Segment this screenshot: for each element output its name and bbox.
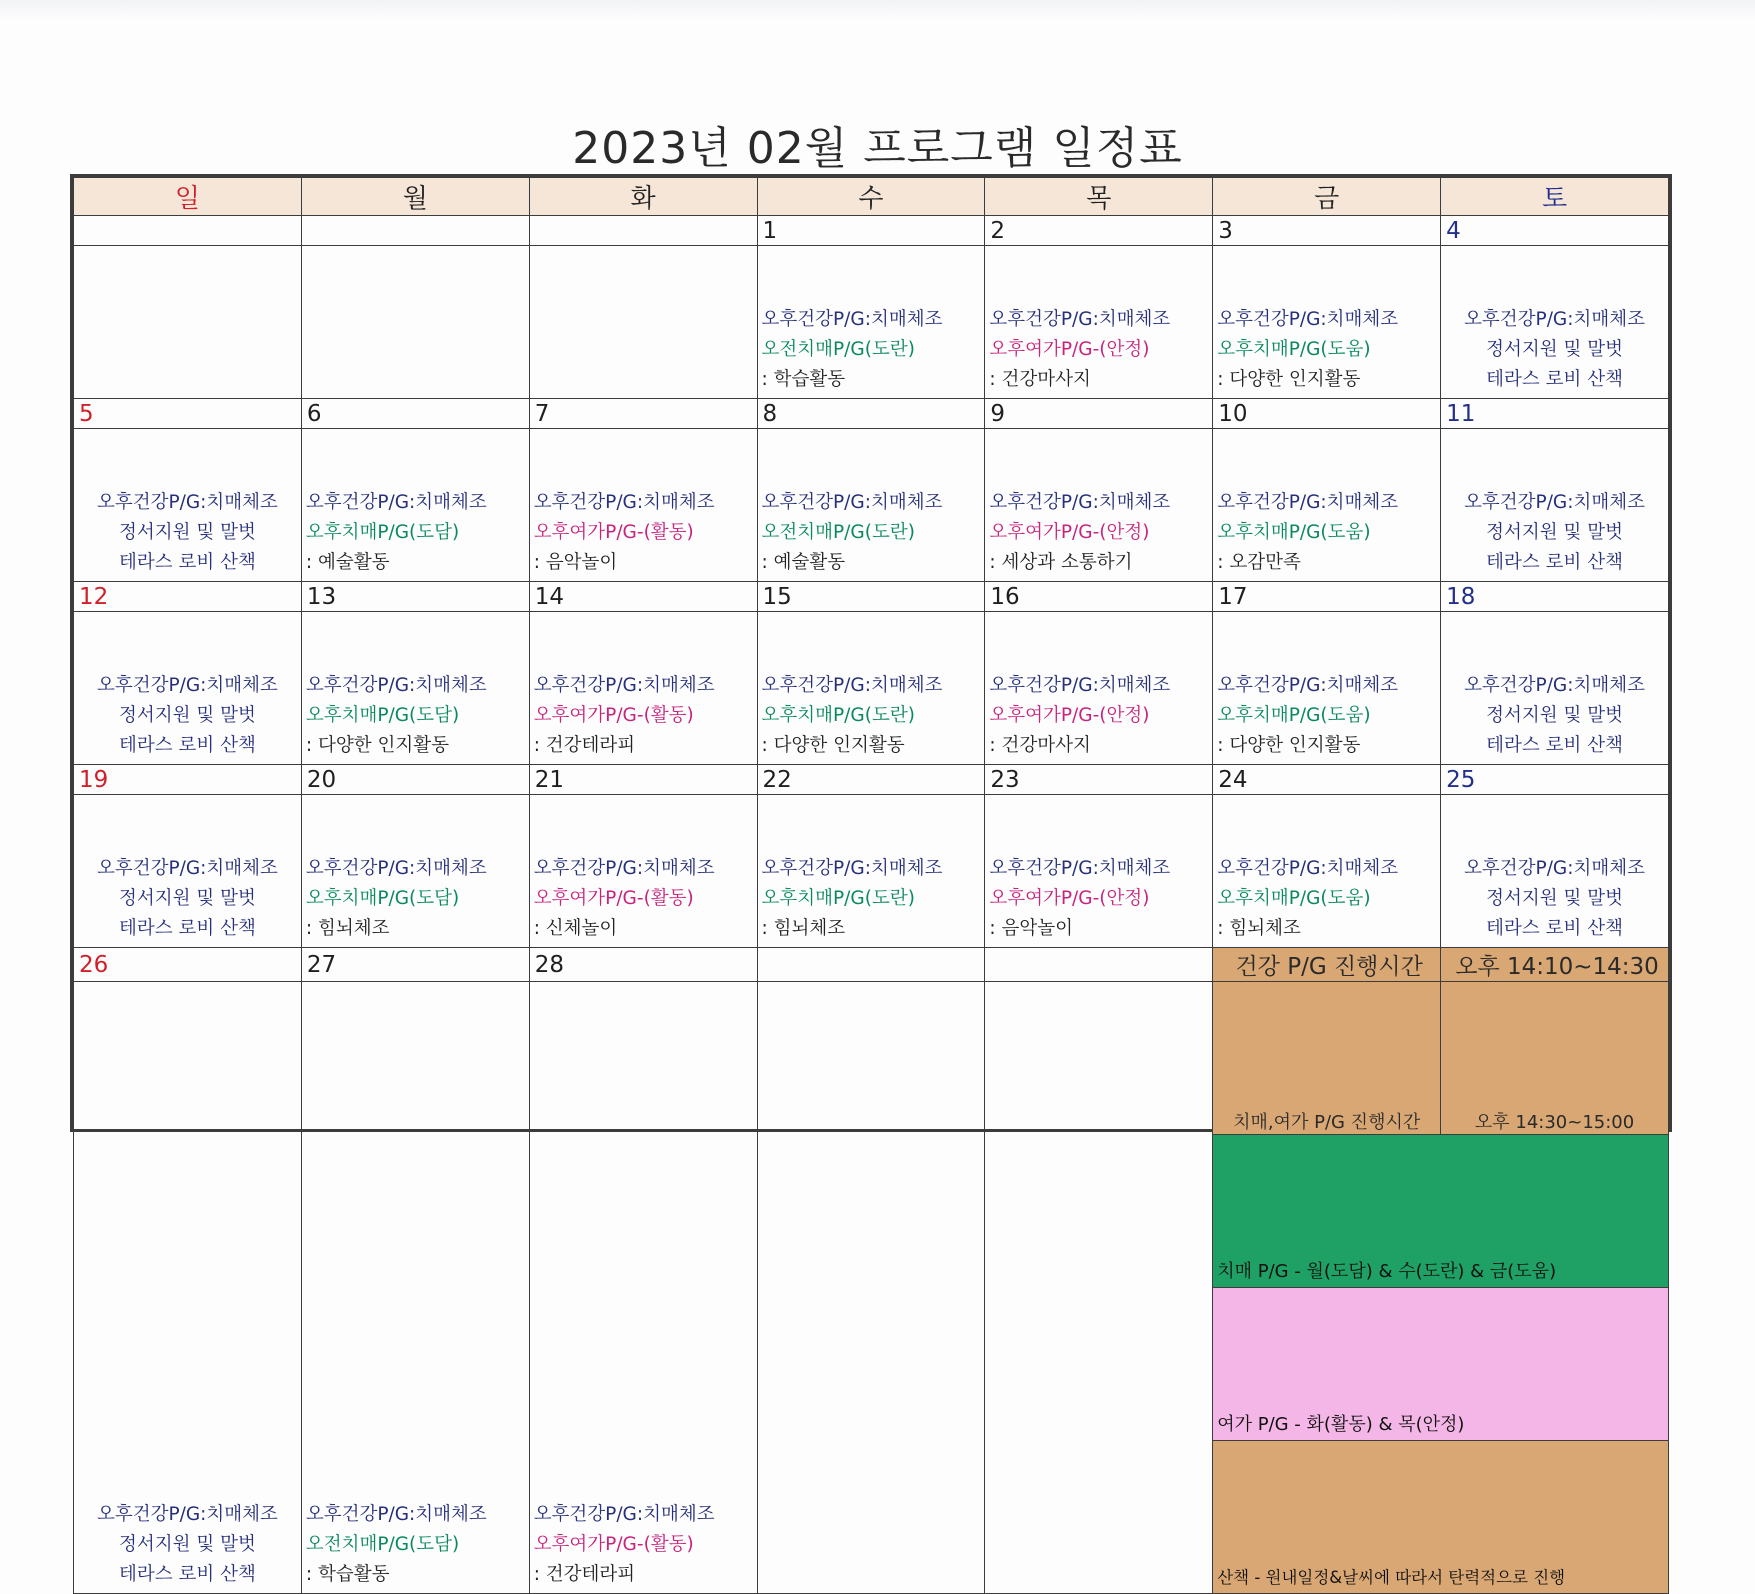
day-cell: [301, 612, 529, 765]
program-line: 정서지원 및 말벗: [118, 705, 256, 726]
page-title: 2023년 02월 프로그램 일정표: [572, 123, 1183, 174]
program-line: 오후건강P/G:치매체조: [96, 858, 278, 879]
program-list: [74, 488, 301, 581]
day-number: 13: [301, 582, 529, 612]
program-list: [302, 671, 529, 764]
weekday-header-row: [74, 178, 1669, 216]
day-number: 12: [74, 582, 302, 612]
day-cell: [74, 612, 302, 765]
program-line: : 예술활동: [305, 552, 390, 573]
program-list: [985, 488, 1212, 581]
day-number: 16: [985, 582, 1213, 612]
day-number: 18: [1441, 582, 1669, 612]
day-cell: [74, 246, 302, 399]
program-line: 오전치매P/G(도란): [761, 339, 915, 360]
program-list: [758, 1590, 985, 1593]
day-cell: [529, 795, 757, 948]
day-number: 9: [985, 399, 1213, 429]
date-row: [74, 399, 1669, 429]
program-line: 오후치매P/G(도란): [761, 888, 915, 909]
program-list: [530, 488, 757, 581]
program-list: [758, 854, 985, 947]
program-line: 오후치매P/G(도담): [305, 522, 460, 543]
day-cell: [1441, 612, 1669, 765]
program-line: 오후건강P/G:치매체조: [1217, 858, 1399, 879]
program-list: [74, 854, 301, 947]
day-cell: [985, 982, 1213, 1594]
program-line: 정서지원 및 말벗: [118, 522, 256, 543]
program-line: 정서지원 및 말벗: [1486, 888, 1623, 909]
day-number: [757, 948, 985, 982]
program-line: 오후건강P/G:치매체조: [305, 675, 487, 696]
weekday-tue: 화: [529, 178, 757, 216]
program-list: [1441, 305, 1668, 398]
program-list: [530, 1500, 757, 1593]
program-list: [758, 488, 985, 581]
program-line: : 세상과 소통하기: [989, 552, 1133, 573]
program-line: 테라스 로비 산책: [118, 552, 256, 573]
day-cell: [301, 246, 529, 399]
day-number: 14: [529, 582, 757, 612]
day-cell: [1441, 246, 1669, 399]
health-time-label: 건강 P/G 진행시간: [1213, 948, 1441, 982]
day-cell: [985, 612, 1213, 765]
legend-dementia: 치매 P/G - 월(도담) & 수(도란) & 금(도움): [1213, 1135, 1668, 1288]
day-cell: [74, 795, 302, 948]
program-line: 오후여가P/G-(활동): [533, 522, 694, 543]
day-number: 11: [1441, 399, 1669, 429]
day-number: 27: [301, 948, 529, 982]
day-cell: [529, 429, 757, 582]
program-line: 오후건강P/G:치매체조: [96, 492, 278, 513]
day-cell: [301, 429, 529, 582]
program-line: 오후건강P/G:치매체조: [533, 675, 715, 696]
info-table: [1213, 982, 1668, 1593]
day-number: [529, 216, 757, 246]
legend-walk: 산책 - 원내일정&날씨에 따라서 탄력적으로 진행: [1213, 1441, 1668, 1594]
program-line: 오후건강P/G:치매체조: [1217, 309, 1399, 330]
day-cell: [1213, 429, 1441, 582]
program-list: [74, 1500, 301, 1593]
day-cell: [757, 795, 985, 948]
day-cell: [301, 982, 529, 1594]
program-line: 오후치매P/G(도담): [305, 705, 460, 726]
weekday-fri: 금: [1213, 178, 1441, 216]
program-list: [1441, 488, 1668, 581]
program-line: : 다양한 인지활동: [761, 735, 905, 756]
day-number: 21: [529, 765, 757, 795]
program-line: 테라스 로비 산책: [1486, 918, 1623, 939]
day-number: 15: [757, 582, 985, 612]
program-line: 정서지원 및 말벗: [118, 888, 256, 909]
day-number: 28: [529, 948, 757, 982]
day-number: 25: [1441, 765, 1669, 795]
program-line: 오후건강P/G:치매체조: [761, 309, 943, 330]
info-panel: [1213, 982, 1669, 1594]
program-line: : 건강마사지: [989, 735, 1091, 756]
health-time-value: 오후 14:10~14:30: [1441, 948, 1669, 982]
program-line: 오후건강P/G:치매체조: [1217, 492, 1399, 513]
program-line: : 음악놀이: [989, 918, 1073, 939]
program-line: : 학습활동: [761, 369, 846, 390]
program-line: 오후건강P/G:치매체조: [761, 492, 943, 513]
day-number: 7: [529, 399, 757, 429]
program-row: [74, 612, 1669, 765]
program-list: [530, 671, 757, 764]
program-list: [1213, 488, 1440, 581]
weekday-sat: 토: [1441, 178, 1669, 216]
program-line: 오후건강P/G:치매체조: [1464, 309, 1645, 330]
program-list: [74, 671, 301, 764]
calendar-table: [73, 177, 1669, 1594]
program-line: 정서지원 및 말벗: [1486, 522, 1623, 543]
program-line: 오후건강P/G:치매체조: [989, 675, 1171, 696]
program-line: : 다양한 인지활동: [305, 735, 449, 756]
program-line: 테라스 로비 산책: [1486, 369, 1623, 390]
day-cell: [1213, 246, 1441, 399]
program-list: [1213, 305, 1440, 398]
program-line: : 다양한 인지활동: [1217, 735, 1361, 756]
day-cell: [529, 246, 757, 399]
day-cell: [757, 246, 985, 399]
program-line: 오후건강P/G:치매체조: [1217, 675, 1399, 696]
day-number: [301, 216, 529, 246]
day-number: 8: [757, 399, 985, 429]
day-cell: [985, 246, 1213, 399]
program-line: 오후건강P/G:치매체조: [1464, 858, 1645, 879]
program-line: : 건강마사지: [989, 369, 1091, 390]
day-cell: [1441, 795, 1669, 948]
scan-edge: [0, 0, 1755, 20]
program-list: [302, 488, 529, 581]
program-line: 오후여가P/G-(안정): [989, 888, 1150, 909]
day-number: 3: [1213, 216, 1441, 246]
date-row: [74, 216, 1669, 246]
program-line: 오후건강P/G:치매체조: [533, 492, 715, 513]
day-number: 20: [301, 765, 529, 795]
program-line: 오후건강P/G:치매체조: [96, 675, 278, 696]
program-line: 오후건강P/G:치매체조: [533, 858, 715, 879]
program-line: 오후건강P/G:치매체조: [1464, 492, 1645, 513]
program-list: [758, 671, 985, 764]
program-line: : 오감만족: [1217, 552, 1301, 573]
program-line: : 학습활동: [305, 1564, 390, 1585]
program-list: [985, 1590, 1212, 1593]
day-number: 2: [985, 216, 1213, 246]
program-line: 오후건강P/G:치매체조: [305, 492, 487, 513]
day-cell: [74, 982, 302, 1594]
weekday-thu: 목: [985, 178, 1213, 216]
day-cell: [985, 795, 1213, 948]
program-list: [985, 305, 1212, 398]
program-line: 오후여가P/G-(활동): [533, 705, 694, 726]
program-line: 오후여가P/G-(안정): [989, 339, 1150, 360]
program-row: [74, 246, 1669, 399]
program-line: : 힘뇌체조: [1217, 918, 1301, 939]
dementia-time-label: 치매,여가 P/G 진행시간: [1213, 982, 1440, 1135]
program-list: [1213, 854, 1440, 947]
program-line: 오후치매P/G(도담): [305, 888, 460, 909]
date-row: [74, 765, 1669, 795]
program-row: [74, 429, 1669, 582]
program-row: [74, 982, 1669, 1594]
program-line: 오전치매P/G(도담): [305, 1534, 460, 1555]
program-line: 오후여가P/G-(활동): [533, 888, 694, 909]
calendar-grid: [70, 174, 1672, 1587]
program-list: [758, 305, 985, 398]
program-line: 오후치매P/G(도움): [1217, 522, 1371, 543]
program-line: : 건강테라피: [533, 1564, 636, 1585]
program-line: : 예술활동: [761, 552, 846, 573]
day-cell: [1213, 795, 1441, 948]
program-list: [985, 671, 1212, 764]
day-number: 5: [74, 399, 302, 429]
program-line: 테라스 로비 산책: [118, 1564, 256, 1585]
program-line: : 다양한 인지활동: [1217, 369, 1361, 390]
program-line: 테라스 로비 산책: [118, 735, 256, 756]
day-number: 22: [757, 765, 985, 795]
weekday-wed: 수: [757, 178, 985, 216]
day-number: 19: [74, 765, 302, 795]
program-line: : 힘뇌체조: [305, 918, 390, 939]
weekday-mon: 월: [301, 178, 529, 216]
program-list: [1441, 671, 1668, 764]
program-line: 오후건강P/G:치매체조: [305, 1504, 487, 1525]
program-line: 오후치매P/G(도란): [761, 705, 915, 726]
day-number: 6: [301, 399, 529, 429]
program-list: [1441, 854, 1668, 947]
day-number: 24: [1213, 765, 1441, 795]
day-cell: [1213, 612, 1441, 765]
program-line: 오후건강P/G:치매체조: [96, 1504, 278, 1525]
day-number: 1: [757, 216, 985, 246]
day-number: [985, 948, 1213, 982]
program-line: 오후건강P/G:치매체조: [761, 858, 943, 879]
program-line: 오후건강P/G:치매체조: [989, 309, 1171, 330]
program-row: [74, 795, 1669, 948]
day-number: 23: [985, 765, 1213, 795]
program-list: [302, 1500, 529, 1593]
day-number: 17: [1213, 582, 1441, 612]
day-cell: [757, 982, 985, 1594]
program-line: 오후건강P/G:치매체조: [1464, 675, 1645, 696]
date-row: [74, 582, 1669, 612]
day-number: 10: [1213, 399, 1441, 429]
program-line: : 건강테라피: [533, 735, 636, 756]
program-line: 오전치매P/G(도란): [761, 522, 915, 543]
day-number: 4: [1441, 216, 1669, 246]
program-line: 테라스 로비 산책: [1486, 552, 1623, 573]
program-line: 정서지원 및 말벗: [1486, 705, 1623, 726]
day-number: [74, 216, 302, 246]
day-cell: [757, 612, 985, 765]
program-line: 오후여가P/G-(안정): [989, 705, 1150, 726]
day-cell: [301, 795, 529, 948]
program-line: 오후건강P/G:치매체조: [989, 858, 1171, 879]
day-cell: [757, 429, 985, 582]
program-line: : 음악놀이: [533, 552, 618, 573]
legend-leisure: 여가 P/G - 화(활동) & 목(안정): [1213, 1288, 1668, 1441]
day-cell: [1441, 429, 1669, 582]
program-line: 오후건강P/G:치매체조: [989, 492, 1171, 513]
program-line: : 신체놀이: [533, 918, 618, 939]
day-number: 26: [74, 948, 302, 982]
program-line: 오후건강P/G:치매체조: [305, 858, 487, 879]
program-line: 오후여가P/G-(안정): [989, 522, 1150, 543]
program-line: 오후치매P/G(도움): [1217, 705, 1371, 726]
day-cell: [529, 612, 757, 765]
program-line: : 힘뇌체조: [761, 918, 846, 939]
program-line: 테라스 로비 산책: [1486, 735, 1623, 756]
day-cell: [985, 429, 1213, 582]
program-line: 오후건강P/G:치매체조: [533, 1504, 715, 1525]
dementia-time-value: 오후 14:30~15:00: [1441, 982, 1668, 1135]
program-line: 오후치매P/G(도움): [1217, 339, 1371, 360]
weekday-sun: 일: [74, 178, 302, 216]
program-line: 오후여가P/G-(활동): [533, 1534, 694, 1555]
program-line: 오후건강P/G:치매체조: [761, 675, 943, 696]
program-list: [1213, 671, 1440, 764]
day-cell: [529, 982, 757, 1594]
program-line: 오후치매P/G(도움): [1217, 888, 1371, 909]
program-list: [985, 854, 1212, 947]
date-row: [74, 948, 1669, 982]
day-cell: [74, 429, 302, 582]
program-line: 정서지원 및 말벗: [118, 1534, 256, 1555]
program-line: 테라스 로비 산책: [118, 918, 256, 939]
program-list: [302, 854, 529, 947]
program-list: [530, 854, 757, 947]
program-line: 정서지원 및 말벗: [1486, 339, 1623, 360]
